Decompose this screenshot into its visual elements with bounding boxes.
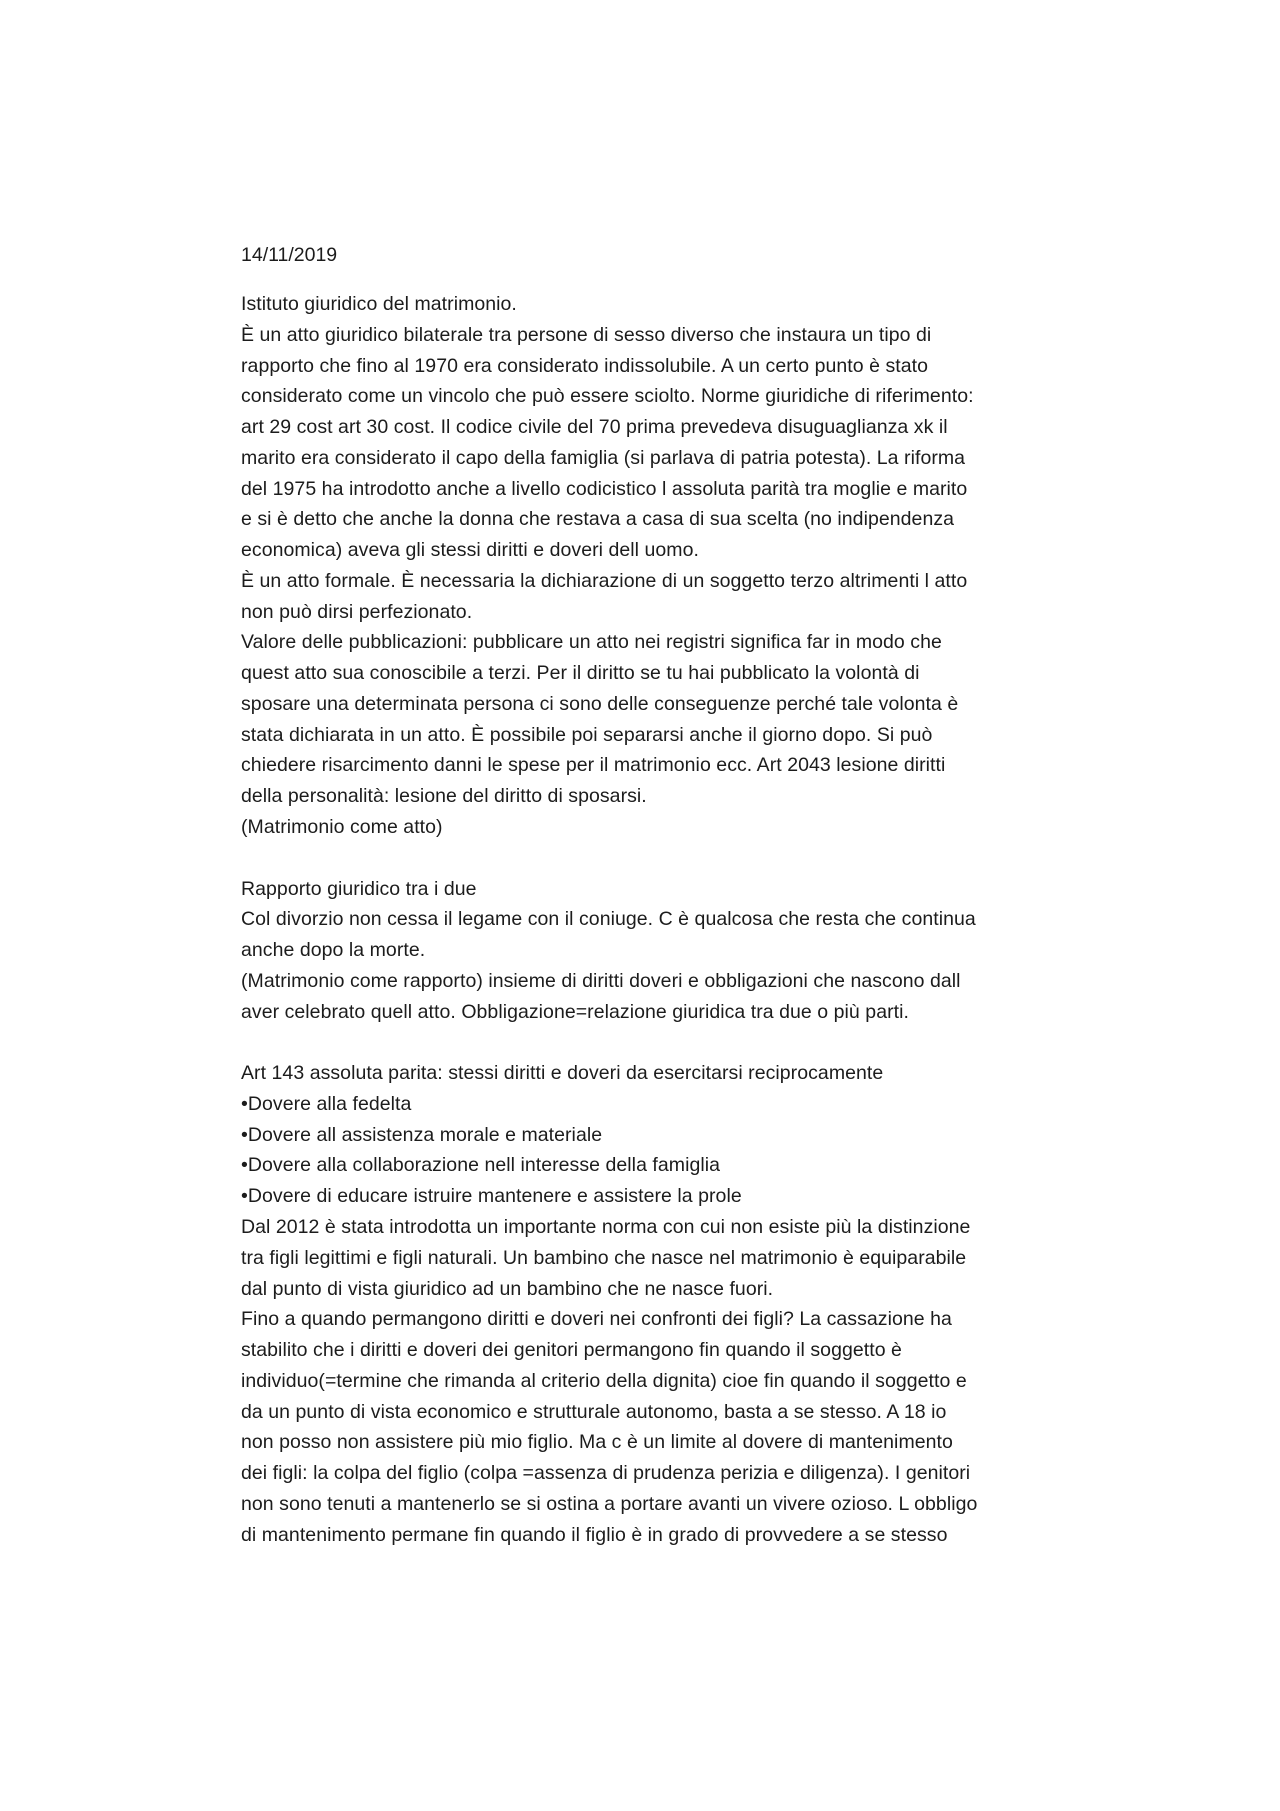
bullet-item: •Dovere alla fedelta	[241, 1092, 412, 1115]
text-line: della personalità: lesione del diritto di sposarsi.	[241, 785, 647, 808]
text-line: individuo(=termine che rimanda al criterio della dignita) cioe fin quando il soggetto e	[241, 1369, 967, 1392]
text-line: anche dopo la morte.	[241, 939, 426, 962]
text-line: non posso non assistere più mio figlio. Ma c è un limite al dovere di mantenimento	[241, 1431, 953, 1454]
text-line: non può dirsi perfezionato.	[241, 600, 473, 623]
text-line: marito era considerato il capo della famiglia (si parlava di patria potesta). La riforma	[241, 446, 966, 469]
text-line: dei figli: la colpa del figlio (colpa =assenza di prudenza perizia e diligenza). I genitori	[241, 1462, 971, 1485]
text-line: e si è detto che anche la donna che restava a casa di sua scelta (no indipendenza	[241, 508, 955, 531]
text-line: tra figli legittimi e figli naturali. Un bambino che nasce nel matrimonio è equiparabile	[241, 1246, 967, 1269]
text-line: art 29 cost art 30 cost. Il codice civile del 70 prima prevedeva disuguaglianza xk il	[241, 416, 948, 439]
text-line: Valore delle pubblicazioni: pubblicare un atto nei registri significa far in modo che	[241, 631, 942, 654]
bullet-item: •Dovere alla collaborazione nell interesse della famiglia	[241, 1154, 721, 1177]
bullet-item: •Dovere di educare istruire mantenere e assistere la prole	[241, 1185, 742, 1208]
text-line: Istituto giuridico del matrimonio.	[241, 293, 517, 315]
bullet-item: •Dovere all assistenza morale e materiale	[241, 1123, 603, 1146]
text-line: (Matrimonio come rapporto) insieme di diritti doveri e obbligazioni che nascono dall	[241, 969, 961, 992]
text-line: rapporto che fino al 1970 era considerato indissolubile. A un certo punto è stato	[241, 354, 929, 377]
text-line: stabilito che i diritti e doveri dei genitori permangono fin quando il soggetto è	[241, 1339, 902, 1362]
text-line: Dal 2012 è stata introdotta un importante norma con cui non esiste più la distinzione	[241, 1215, 971, 1238]
text-line: aver celebrato quell atto. Obbligazione=relazione giuridica tra due o più parti.	[241, 1000, 909, 1023]
text-line: non sono tenuti a mantenerlo se si ostina a portare avanti un vivere ozioso. L obbligo	[241, 1492, 978, 1515]
text-line: dal punto di vista giuridico ad un bambino che ne nasce fuori.	[241, 1277, 774, 1300]
text-line: È un atto giuridico bilaterale tra persone di sesso diverso che instaura un tipo di	[241, 323, 932, 346]
text-line: di mantenimento permane fin quando il figlio è in grado di provvedere a se stesso	[241, 1523, 948, 1546]
blank-line	[241, 1027, 1201, 1058]
text-line: quest atto sua conoscibile a terzi. Per il diritto se tu hai pubblicato la volontà di	[241, 662, 920, 685]
document-date: 14/11/2019	[241, 244, 338, 266]
text-line: Col divorzio non cessa il legame con il coniuge. C è qualcosa che resta che continua	[241, 908, 976, 931]
text-line: Fino a quando permangono diritti e doveri nei confronti dei figli? La cassazione ha	[241, 1308, 952, 1331]
text-line: È un atto formale. È necessaria la dichiarazione di un soggetto terzo altrimenti l atto	[241, 569, 968, 592]
text-line: considerato come un vincolo che può essere sciolto. Norme giuridiche di riferimento:	[241, 385, 974, 408]
document-body	[241, 289, 1201, 1550]
text-line: Rapporto giuridico tra i due	[241, 877, 477, 900]
text-line: economica) aveva gli stessi diritti e doveri dell uomo.	[241, 539, 699, 562]
blank-line	[241, 843, 1201, 874]
text-line: da un punto di vista economico e strutturale autonomo, basta a se stesso. A 18 io	[241, 1400, 947, 1423]
text-line: del 1975 ha introdotto anche a livello codicistico l assoluta parità tra moglie e marito	[241, 477, 968, 500]
text-line: chiedere risarcimento danni le spese per il matrimonio ecc. Art 2043 lesione diritti	[241, 754, 946, 777]
text-line: (Matrimonio come atto)	[241, 816, 443, 839]
text-line: sposare una determinata persona ci sono delle conseguenze perché tale volonta è	[241, 692, 959, 715]
text-line: stata dichiarata in un atto. È possibile poi separarsi anche il giorno dopo. Si può	[241, 723, 933, 746]
text-line: Art 143 assoluta parita: stessi diritti e doveri da esercitarsi reciprocamente	[241, 1062, 884, 1085]
